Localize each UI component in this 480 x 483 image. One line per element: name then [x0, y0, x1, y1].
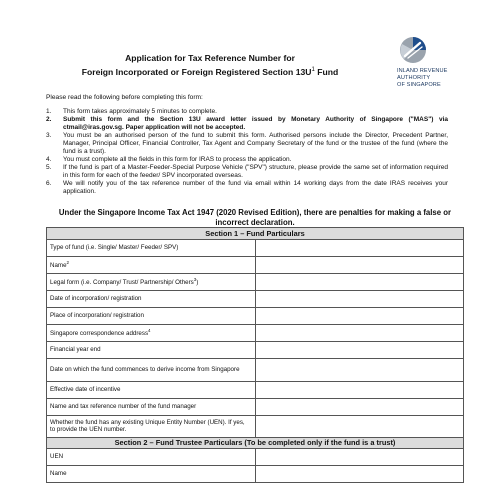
- section-1-heading: Section 1 – Fund Particulars: [47, 228, 464, 240]
- field-label: [47, 381, 256, 398]
- field-label-text: Financial year end: [50, 345, 101, 353]
- intro-text: Please read the following before completing this form:: [46, 94, 203, 101]
- field-label-end: ): [196, 279, 199, 287]
- title-line-2-end: Fund: [314, 66, 339, 77]
- instruction-text: This form takes approximately 5 minutes to complete.: [63, 108, 217, 115]
- footnote-ref: 4: [148, 328, 151, 334]
- instruction-item: [46, 116, 448, 132]
- field-label: [47, 324, 256, 341]
- footnote-ref: 3: [193, 277, 197, 283]
- instruction-number: 6.: [46, 180, 52, 187]
- section-2-header-row: [47, 437, 464, 449]
- form-row-type-of-fund: [47, 239, 464, 256]
- field-label: [47, 273, 256, 290]
- form-row-fund-manager: [47, 398, 464, 415]
- type-of-fund-field[interactable]: [255, 239, 464, 256]
- instructions-list: [46, 108, 448, 196]
- form-row-date-of-incorporation: [47, 290, 464, 307]
- field-label: [47, 358, 256, 381]
- form-row-existing-uen: [47, 415, 464, 437]
- field-label-text: Legal form (i.e. Company/ Trust/ Partnership/ Others: [50, 279, 194, 287]
- field-label-text: Singapore correspondence address: [50, 330, 149, 338]
- instruction-item: [46, 132, 448, 156]
- field-label-text: Type of fund (i.e. Single/ Master/ Feeder/ SPV): [50, 243, 179, 251]
- logo-line-2: AUTHORITY: [397, 75, 431, 81]
- field-label: [47, 415, 256, 437]
- penalty-warning: Under the Singapore Income Tax Act 1947 (2020 Revised Edition), there are penalties for making a false or incorrect declaration.: [58, 208, 452, 227]
- date-of-incorporation-field[interactable]: [255, 290, 464, 307]
- logo-line-1: INLAND REVENUE: [397, 68, 448, 74]
- form-row-effective-date: [47, 381, 464, 398]
- field-label: [47, 466, 256, 483]
- footnote-ref: 2: [66, 260, 70, 266]
- form-row-legal-form: [47, 273, 464, 290]
- form-title: [60, 52, 360, 78]
- instruction-text: You must be an authorised person of the fund to submit this form. Authorised persons include the Director, Precedent Partner, Manager, Principal Officer, Financial Controller, Tax Agent and Company Secretary of the fund or the trustee of the fund (where the fund is a trust).: [63, 132, 448, 155]
- field-label: [47, 398, 256, 415]
- fund-name-field[interactable]: [255, 256, 464, 273]
- trustee-name-field[interactable]: [255, 466, 464, 483]
- field-label: [47, 239, 256, 256]
- instruction-item: [46, 180, 448, 196]
- field-label-text: Name: [50, 470, 67, 478]
- instruction-number: 1.: [46, 108, 52, 115]
- field-label: [47, 341, 256, 358]
- instruction-text: Submit this form and the Section 13U award letter issued by Monetary Authority of Singapore ("MAS") via ctmail@iras.gov.sg. Paper application will not be accepted.: [63, 116, 448, 131]
- field-label-text: UEN: [50, 453, 64, 461]
- instruction-text: You must complete all the fields in this form for IRAS to process the application.: [63, 156, 292, 163]
- correspondence-address-field[interactable]: [255, 324, 464, 341]
- instruction-item: [46, 108, 448, 116]
- financial-year-end-field[interactable]: [255, 341, 464, 358]
- field-label: [47, 307, 256, 324]
- field-label-text: Name and tax reference number of the fund manager: [50, 402, 197, 410]
- form-row-place-of-incorporation: [47, 307, 464, 324]
- form-row-name: [47, 256, 464, 273]
- form-row-trustee-name: [47, 466, 464, 483]
- effective-date-field[interactable]: [255, 381, 464, 398]
- instruction-number: 4.: [46, 156, 52, 163]
- form-row-trustee-uen: [47, 449, 464, 466]
- title-line-2-text: Foreign Incorporated or Foreign Registered Section 13U: [81, 66, 312, 77]
- field-label-text: Place of incorporation/ registration: [50, 311, 144, 319]
- fund-manager-field[interactable]: [255, 398, 464, 415]
- instruction-text: We will notify you of the tax reference number of the fund via email within 14 working days from the date IRAS receives your application.: [63, 180, 448, 195]
- title-line-2: [60, 64, 360, 78]
- section-2-heading: Section 2 – Fund Trustee Particulars (To be completed only if the fund is a trust): [47, 437, 464, 449]
- instruction-text: If the fund is part of a Master-Feeder-Special Purpose Vehicle ("SPV") structure, please provide the same set of information required in this form for each of the feeder/ SPV incorporated overseas.: [63, 164, 448, 179]
- instruction-number: 5.: [46, 164, 52, 171]
- form-row-correspondence-address: [47, 324, 464, 341]
- field-label: [47, 256, 256, 273]
- section-1-header-row: [47, 228, 464, 240]
- footnote-ref-1: 1: [311, 67, 315, 73]
- field-label: [47, 290, 256, 307]
- existing-uen-field[interactable]: [255, 415, 464, 437]
- logo-line-3: OF SINGAPORE: [397, 82, 441, 88]
- title-line-1: Application for Tax Reference Number for: [125, 53, 295, 63]
- commencement-date-field[interactable]: [255, 358, 464, 381]
- field-label-text: Effective date of incentive: [50, 385, 121, 393]
- field-label-text: Name: [50, 262, 67, 270]
- instruction-item: [46, 164, 448, 180]
- field-label: [47, 449, 256, 466]
- legal-form-field[interactable]: [255, 273, 464, 290]
- field-label-text: Date on which the fund commences to derive income from Singapore: [50, 365, 240, 373]
- instruction-number: 3.: [46, 132, 52, 139]
- field-label-text: Whether the fund has any existing Unique Entity Number (UEN). If yes, to provide the UEN number.: [50, 418, 245, 434]
- form-row-financial-year-end: [47, 341, 464, 358]
- instruction-number: 2.: [46, 116, 52, 123]
- form-row-commencement-date: [47, 358, 464, 381]
- place-of-incorporation-field[interactable]: [255, 307, 464, 324]
- trustee-uen-field[interactable]: [255, 449, 464, 466]
- iras-emblem-icon: [399, 36, 427, 64]
- field-label-text: Date of incorporation/ registration: [50, 294, 142, 302]
- application-form-table: [46, 227, 464, 483]
- iras-logo: [397, 36, 463, 89]
- instruction-item: [46, 156, 448, 164]
